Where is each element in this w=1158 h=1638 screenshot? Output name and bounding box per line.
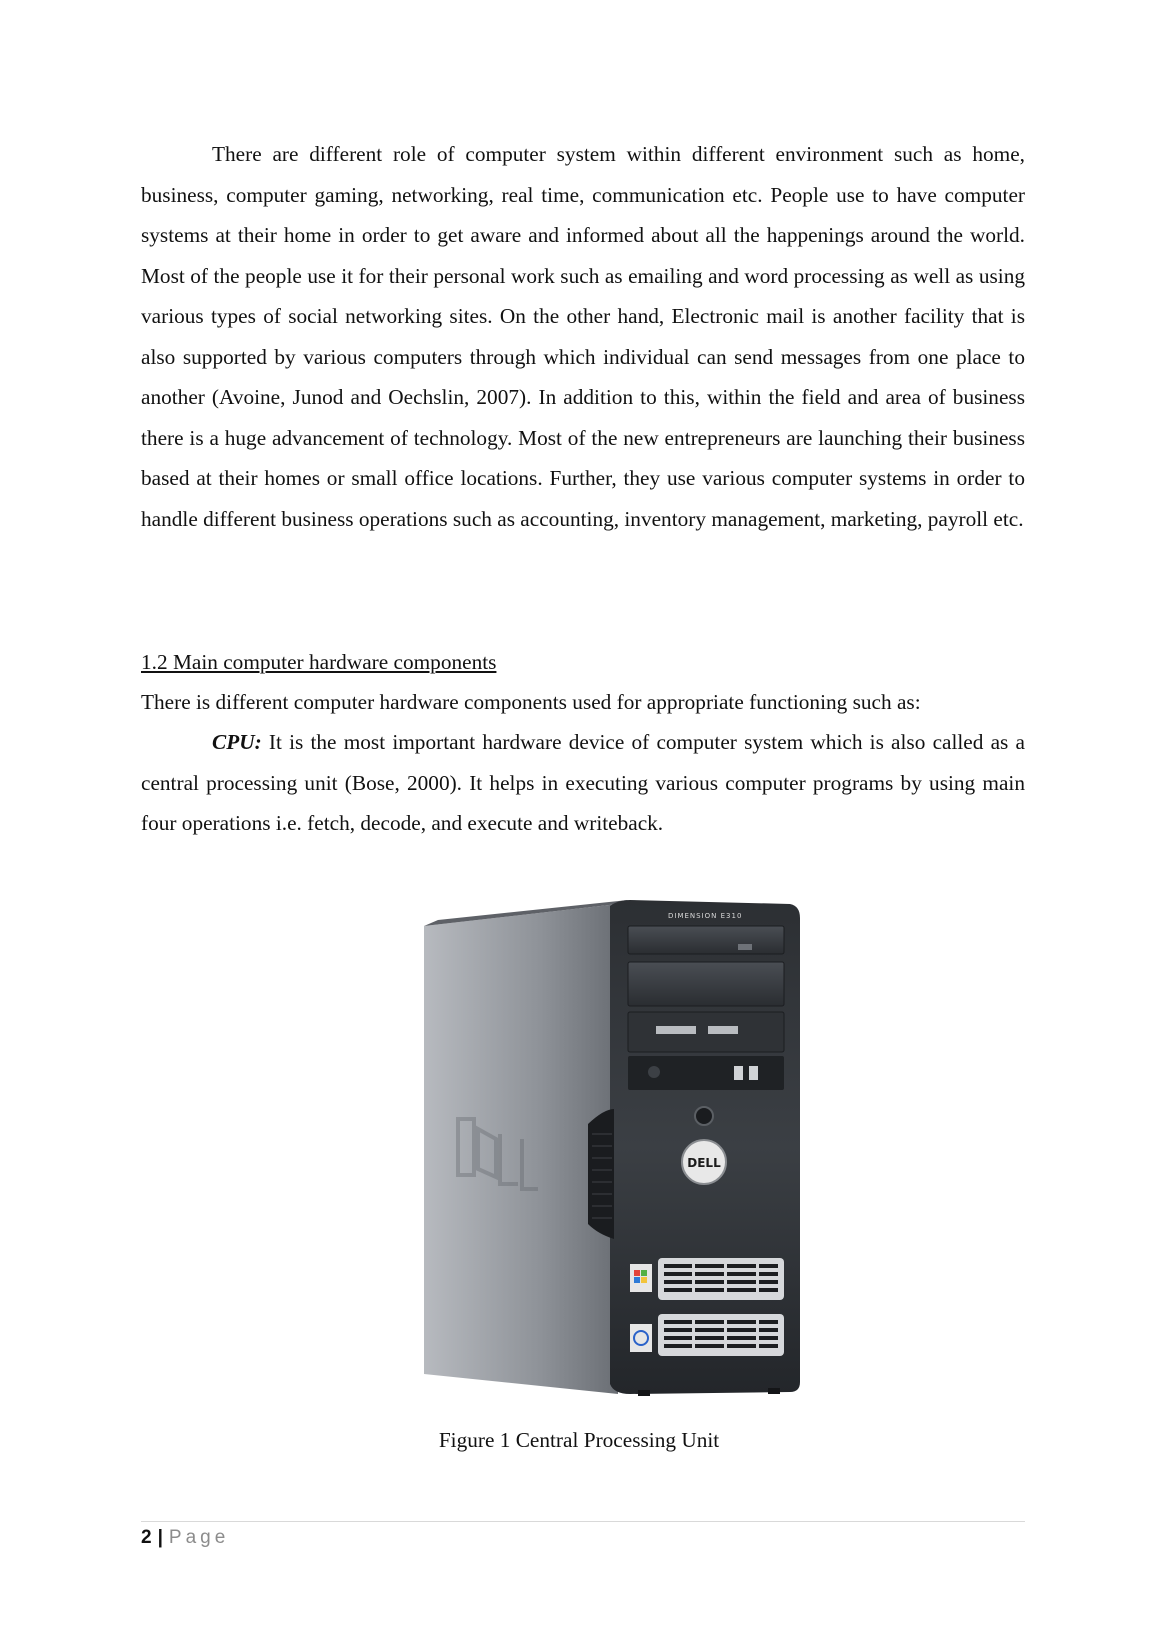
page-label: Page (168, 1527, 230, 1548)
side-vent-icon (588, 1109, 614, 1239)
model-label: DIMENSION E310 (668, 912, 743, 920)
footer-divider (141, 1521, 1025, 1522)
body-paragraph-1 (141, 134, 1025, 539)
cpu-term: CPU: (212, 730, 262, 754)
cpu-figure (418, 894, 810, 1406)
paragraph-1-text: There are different role of computer system within different environment such as home, business, computer gaming, networking, real time, communication etc. People use to have computer systems at their home in order to get aware and informed about all the happenings around the world. Most of the people use it for their personal work such as emailing and word processing as well as using various types of social networking sites. On the other hand, Electronic mail is another facility that is also supported by various computers through which individual can send messages from one place to another (Avoine, Junod and Oechslin, 2007). In addition to this, within the field and area of business there is a huge advancement of technology. Most of the new entrepreneurs are launching their business based at their homes or small office locations. Further, they use various computer systems in order to handle different business operations such as accounting, inventory management, marketing, payroll etc. (141, 142, 1025, 531)
desktop-tower-icon (418, 894, 810, 1406)
section-intro: There is different computer hardware components used for appropriate functioning such as: (141, 690, 921, 714)
card-reader-bay (628, 1012, 784, 1052)
figure-caption: Figure 1 Central Processing Unit (438, 1428, 720, 1452)
optical-drive-bay (628, 926, 784, 954)
usb-port-icon (734, 1066, 743, 1080)
footer-separator: | (157, 1527, 163, 1548)
usb-port-icon (749, 1066, 758, 1080)
cpu-paragraph (141, 722, 1025, 844)
section-heading: 1.2 Main computer hardware components (141, 650, 497, 674)
brand-badge-text: DELL (687, 1156, 721, 1170)
page-number: 2 (141, 1527, 152, 1548)
cpu-description: It is the most important hardware device of computer system which is also called as a central processing unit (Bose, 2000). It helps in executing various computer programs by using main four operations i.e. fetch, decode, and execute and writeback. (141, 730, 1025, 835)
empty-drive-bay (628, 962, 784, 1006)
page-footer (141, 1524, 229, 1552)
power-button-icon (695, 1107, 713, 1125)
